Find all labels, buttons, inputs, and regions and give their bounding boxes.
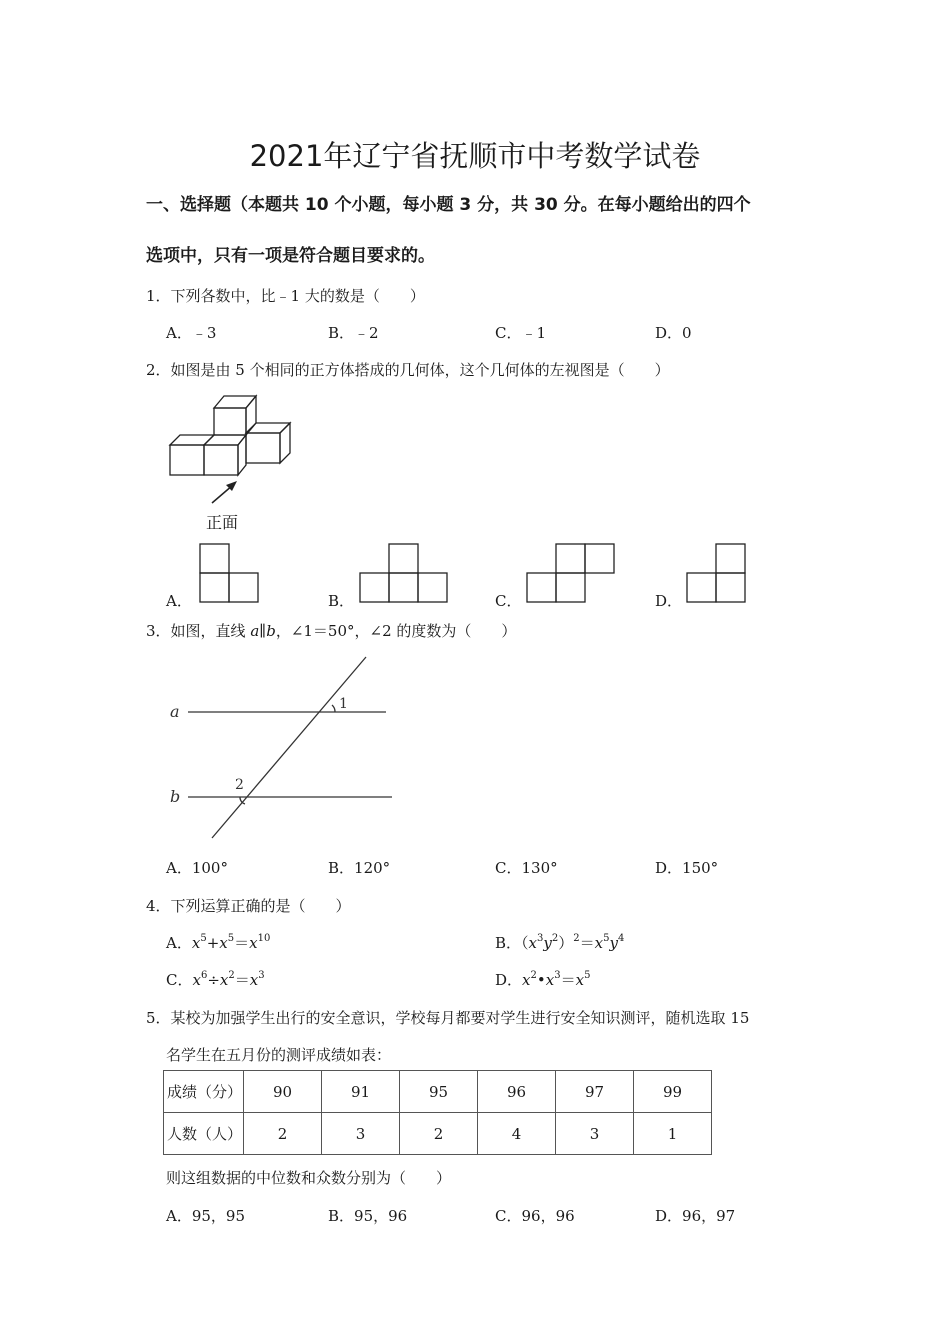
q2-option-a[interactable]: A． <box>166 592 192 610</box>
q1-stem: 1．下列各数中，比﹣1 大的数是（ ） <box>146 287 425 305</box>
q5-stem-line2: 名学生在五月份的测评成绩如表： <box>166 1046 392 1064</box>
cube-front-1-top <box>170 435 214 445</box>
q4-stem: 4．下列运算正确的是（ ） <box>146 897 351 915</box>
q3-option-b[interactable]: B．120° <box>328 859 391 877</box>
table-cell: 97 <box>556 1071 634 1113</box>
q1-option-b[interactable]: B．﹣2 <box>328 324 379 342</box>
q5-stem-line1: 5．某校为加强学生出行的安全意识，学校每月都要对学生进行安全知识测评，随机选取 15 <box>146 1009 750 1027</box>
cube-back-right-front <box>246 433 280 463</box>
cube-top-side <box>246 396 256 435</box>
q2-option-a-figure[interactable] <box>198 542 260 604</box>
q3-option-a[interactable]: A．100° <box>166 859 228 877</box>
q2-option-c-figure[interactable] <box>526 542 617 604</box>
q2-option-b[interactable]: B． <box>328 592 355 610</box>
label-a: a <box>170 702 180 721</box>
q4-option-b[interactable]: B．$(x^3y^2)^2=x^5y^4$ <box>495 933 625 952</box>
angle-1-label: 1 <box>339 696 348 712</box>
angle-2-label: 2 <box>235 777 244 793</box>
score-table <box>163 1070 712 1155</box>
table-row <box>164 1113 712 1155</box>
table-row <box>164 1071 712 1113</box>
q2-option-d[interactable]: D． <box>655 592 683 610</box>
section-heading-line1: 一、选择题（本题共 10 个小题，每小题 3 分，共 30 分。在每小题给出的四个 <box>146 195 751 215</box>
q3-option-d[interactable]: D．150° <box>655 859 719 877</box>
q3-stem: 3．如图，直线 a∥b，∠1＝50°，∠2 的度数为（ ） <box>146 622 517 640</box>
q5-option-b[interactable]: B．95，96 <box>328 1207 408 1225</box>
table-cell: 91 <box>322 1071 400 1113</box>
table-cell: 95 <box>400 1071 478 1113</box>
q1-option-d[interactable]: D．0 <box>655 324 692 342</box>
front-label: 正面 <box>206 513 239 532</box>
cube-top-top <box>214 396 256 408</box>
q1-option-a[interactable]: A．﹣3 <box>166 324 217 342</box>
cube-top-front <box>214 408 246 435</box>
q2-option-b-figure[interactable] <box>359 542 450 604</box>
q5-option-d[interactable]: D．96，97 <box>655 1207 736 1225</box>
q5-option-c[interactable]: C．96，96 <box>495 1207 575 1225</box>
q2-option-c[interactable]: C． <box>495 592 522 610</box>
q2-cube-figure <box>160 388 310 538</box>
q4-option-d[interactable]: D．$x^2•x^3=x^5$ <box>495 970 591 989</box>
table-cell: 3 <box>322 1113 400 1155</box>
table-cell: 4 <box>478 1113 556 1155</box>
q1-option-c[interactable]: C．﹣1 <box>495 324 547 342</box>
label-b: b <box>170 787 181 806</box>
table-cell: 90 <box>244 1071 322 1113</box>
angle-1-arc <box>332 705 335 712</box>
q4-option-c[interactable]: C．$x^6\div x^2=x^3$ <box>166 970 265 989</box>
row-header-score: 成绩（分） <box>164 1071 244 1113</box>
cube-front-2 <box>204 445 238 475</box>
table-cell: 2 <box>244 1113 322 1155</box>
q3-option-c[interactable]: C．130° <box>495 859 558 877</box>
q5-question: 则这组数据的中位数和众数分别为（ ） <box>166 1169 452 1187</box>
table-cell: 96 <box>478 1071 556 1113</box>
page-title: 2021年辽宁省抚顺市中考数学试卷 <box>249 139 701 173</box>
q5-option-a[interactable]: A．95，95 <box>166 1207 246 1225</box>
q4-option-a[interactable]: A．$x^5+x^5=x^{10}$ <box>166 933 271 952</box>
table-cell: 99 <box>634 1071 712 1113</box>
row-header-count: 人数（人） <box>164 1113 244 1155</box>
q2-stem: 2．如图是由 5 个相同的正方体搭成的几何体，这个几何体的左视图是（ ） <box>146 361 670 379</box>
table-cell: 1 <box>634 1113 712 1155</box>
cube-front-1 <box>170 445 204 475</box>
transversal <box>212 657 366 838</box>
table-cell: 3 <box>556 1113 634 1155</box>
q3-parallel-lines-figure <box>160 650 400 845</box>
q2-option-d-figure[interactable] <box>686 542 748 604</box>
section-heading-line2: 选项中，只有一项是符合题目要求的。 <box>146 246 435 266</box>
table-cell: 2 <box>400 1113 478 1155</box>
